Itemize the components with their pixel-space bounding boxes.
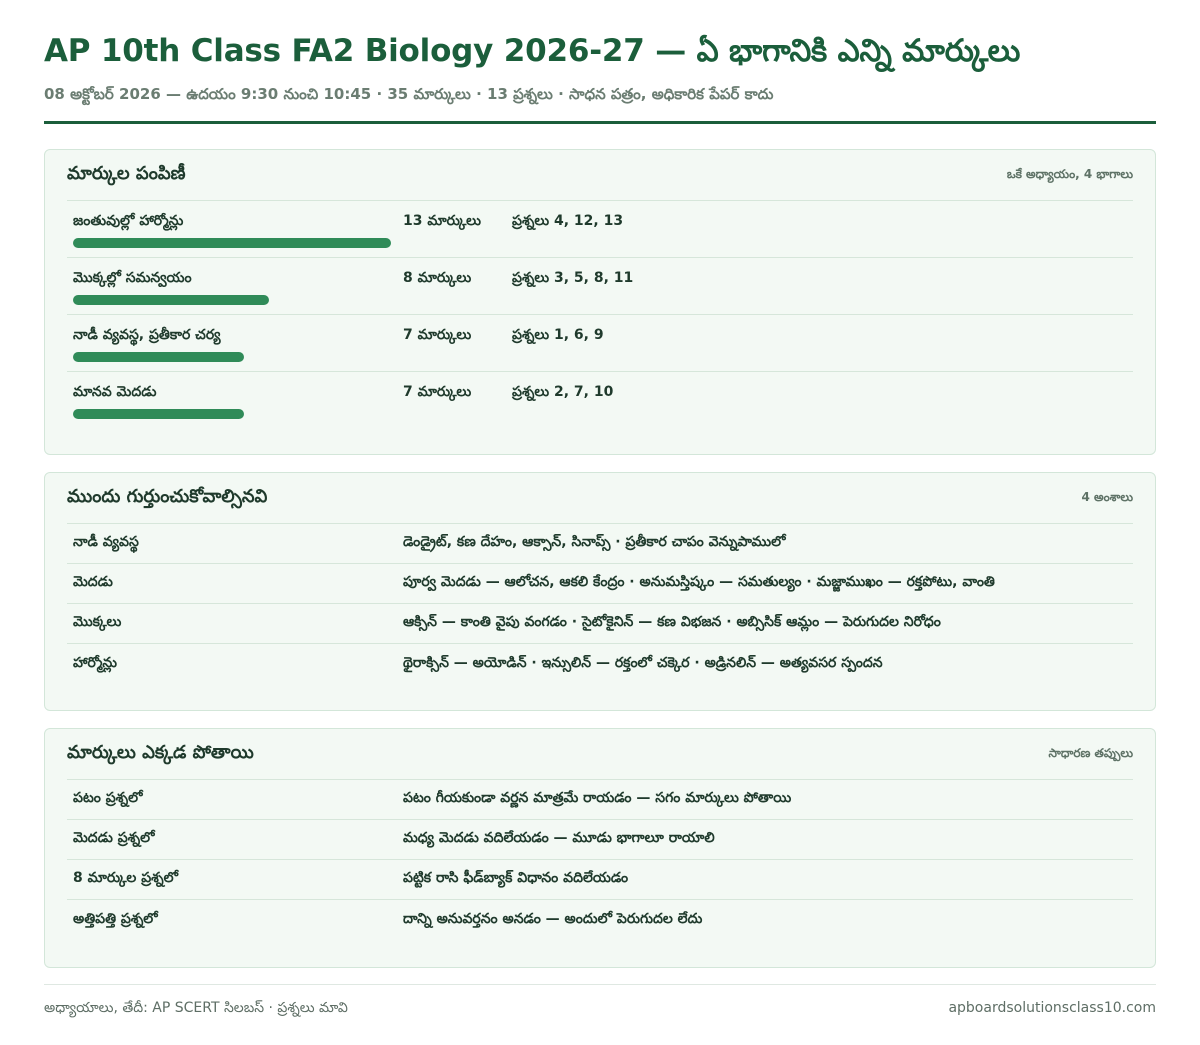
page-title: AP 10th Class FA2 Biology 2026-27 — ఏ భాగానికి ఎన్ని మార్కులు [44, 33, 1021, 69]
distribution-row [67, 258, 1133, 315]
marks-bar [73, 238, 391, 248]
footer-site-link[interactable]: apboardsolutionsclass10.com [948, 1000, 1156, 1016]
marks-bar-track [73, 238, 391, 248]
key-point-label: మొక్కలు [73, 614, 122, 630]
marks-bar [73, 295, 269, 305]
key-points-list [67, 524, 1133, 684]
mistakes-list [67, 780, 1133, 940]
marks-distribution-card [44, 149, 1156, 455]
card-header [67, 729, 1133, 780]
key-points-card [44, 472, 1156, 711]
mistake-text: దాన్ని అనువర్తనం అనడం — అందులో పెరుగుదల లేదు [403, 910, 703, 927]
key-point-text: డెండ్రైట్, కణ దేహం, ఆక్సాన్, సినాప్స్ · ప్రతీకార చాపం వెన్నుపాములో [403, 534, 786, 550]
card-header [67, 473, 1133, 524]
marks-value: 8 మార్కులు [403, 270, 472, 286]
distribution-row [67, 201, 1133, 258]
header-divider [44, 121, 1156, 124]
topic-label: జంతువుల్లో హార్మోన్లు [73, 213, 184, 229]
marks-bar [73, 352, 244, 362]
question-numbers: ప్రశ్నలు 1, 6, 9 [512, 327, 604, 343]
key-point-row [67, 604, 1133, 644]
mistake-row [67, 820, 1133, 860]
key-point-label: నాడీ వ్యవస్థ [73, 534, 139, 550]
card-title: ముందు గుర్తుంచుకోవాల్సినవి [67, 485, 268, 507]
mistake-label: 8 మార్కుల ప్రశ్నలో [73, 870, 178, 886]
mistake-text: పటం గీయకుండా వర్ణన మాత్రమే రాయడం — సగం మార్కులు పోతాయి [403, 790, 792, 806]
question-numbers: ప్రశ్నలు 4, 12, 13 [512, 213, 624, 229]
mistake-text: మధ్య మెదడు వదిలేయడం — మూడు భాగాలూ రాయాలి [403, 830, 715, 846]
key-point-label: హార్మోన్లు [73, 654, 118, 671]
mistake-row [67, 900, 1133, 940]
mistake-label: అత్తిపత్తి ప్రశ్నలో [73, 910, 158, 927]
mistake-text: పట్టిక రాసి ఫీడ్‌బ్యాక్ విధానం వదిలేయడం [403, 870, 629, 886]
question-numbers: ప్రశ్నలు 2, 7, 10 [512, 384, 614, 400]
mistake-row [67, 780, 1133, 820]
marks-value: 7 మార్కులు [403, 327, 472, 343]
page-footer [44, 984, 1156, 1019]
key-point-text: ఆక్సిన్ — కాంతి వైపు వంగడం · సైటోకైనిన్ — కణ విభజన · అబ్సిసిక్ ఆమ్లం — పెరుగుదల నిరోధం [403, 614, 941, 630]
key-point-row [67, 644, 1133, 684]
marks-value: 7 మార్కులు [403, 384, 472, 400]
card-title: మార్కులు ఎక్కడ పోతాయి [67, 741, 254, 763]
card-meta: సాధారణ తప్పులు [1048, 745, 1133, 760]
distribution-row [67, 372, 1133, 429]
card-header [67, 150, 1133, 201]
card-meta: ఒకే అధ్యాయం, 4 భాగాలు [1006, 166, 1133, 181]
key-point-row [67, 524, 1133, 564]
distribution-row [67, 315, 1133, 372]
question-numbers: ప్రశ్నలు 3, 5, 8, 11 [512, 270, 634, 286]
key-point-text: పూర్వ మెదడు — ఆలోచన, ఆకలి కేంద్రం · అనుమస్తిష్కం — సమతుల్యం · మజ్జాముఖం — రక్తపోటు, వాంతి [403, 574, 995, 590]
marks-bar-track [73, 352, 391, 362]
key-point-label: మెదడు [73, 574, 113, 590]
card-title: మార్కుల పంపిణీ [67, 162, 186, 184]
topic-label: నాడీ వ్యవస్థ, ప్రతీకార చర్య [73, 327, 221, 343]
mistake-label: పటం ప్రశ్నలో [73, 790, 143, 806]
page-subtitle: 08 అక్టోబర్ 2026 — ఉదయం 9:30 నుంచి 10:45 · 35 మార్కులు · 13 ప్రశ్నలు · సాధన పత్రం, అధికారిక పేపర్ కాదు [44, 85, 774, 103]
footer-source-note: అధ్యాయాలు, తేదీ: AP SCERT సిలబస్ · ప్రశ్నలు మావి [44, 1000, 348, 1016]
marks-bar-track [73, 295, 391, 305]
topic-label: మొక్కల్లో సమన్వయం [73, 270, 192, 286]
common-mistakes-card [44, 728, 1156, 968]
mistake-row [67, 860, 1133, 900]
card-meta: 4 అంశాలు [1081, 489, 1133, 504]
key-point-row [67, 564, 1133, 604]
mistake-label: మెదడు ప్రశ్నలో [73, 830, 155, 846]
marks-bar-track [73, 409, 391, 419]
marks-value: 13 మార్కులు [403, 213, 481, 229]
topic-label: మానవ మెదడు [73, 384, 157, 400]
marks-bar [73, 409, 244, 419]
key-point-text: థైరాక్సిన్ — అయోడిన్ · ఇన్సులిన్ — రక్తంలో చక్కెర · అడ్రినలిన్ — అత్యవసర స్పందన [403, 654, 883, 671]
distribution-list [67, 201, 1133, 429]
